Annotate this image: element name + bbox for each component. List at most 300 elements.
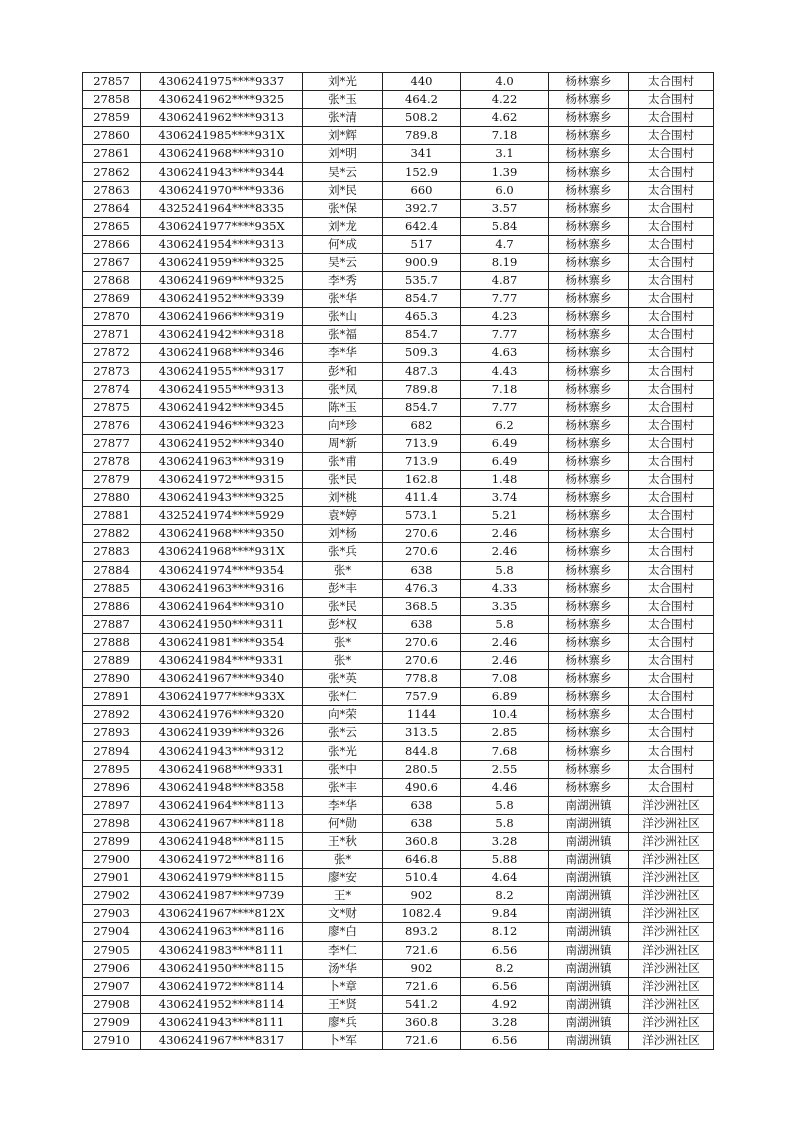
cell-name: 张*仁 [303, 688, 383, 706]
cell-id-number: 4306241952****9339 [141, 290, 303, 308]
cell-township: 杨林寨乡 [549, 416, 629, 434]
cell-village: 太合围村 [629, 525, 714, 543]
cell-village: 洋沙洲社区 [629, 1013, 714, 1031]
cell-village: 太合围村 [629, 688, 714, 706]
cell-id-number: 4306241963****8116 [141, 923, 303, 941]
cell-village: 太合围村 [629, 706, 714, 724]
cell-quantity: 7.77 [461, 290, 549, 308]
table-row [83, 145, 714, 163]
cell-amount: 900.9 [383, 253, 461, 271]
cell-amount: 341 [383, 145, 461, 163]
cell-amount: 893.2 [383, 923, 461, 941]
table-row [83, 543, 714, 561]
cell-serial-number: 27895 [83, 760, 141, 778]
cell-quantity: 6.56 [461, 977, 549, 995]
cell-name: 刘*龙 [303, 217, 383, 235]
cell-serial-number: 27888 [83, 633, 141, 651]
cell-quantity: 4.23 [461, 308, 549, 326]
cell-name: 张* [303, 633, 383, 651]
cell-id-number: 4306241955****9313 [141, 380, 303, 398]
cell-name: 张*光 [303, 742, 383, 760]
cell-name: 张*丰 [303, 778, 383, 796]
cell-township: 杨林寨乡 [549, 633, 629, 651]
cell-quantity: 4.0 [461, 73, 549, 91]
records-table-body [83, 73, 714, 1050]
cell-serial-number: 27903 [83, 905, 141, 923]
cell-serial-number: 27897 [83, 796, 141, 814]
cell-id-number: 4306241967****812X [141, 905, 303, 923]
cell-name: 刘*明 [303, 145, 383, 163]
cell-serial-number: 27879 [83, 471, 141, 489]
cell-village: 洋沙洲社区 [629, 1031, 714, 1049]
cell-township: 南湖洲镇 [549, 1013, 629, 1031]
cell-village: 太合围村 [629, 579, 714, 597]
cell-serial-number: 27907 [83, 977, 141, 995]
cell-amount: 721.6 [383, 941, 461, 959]
cell-township: 杨林寨乡 [549, 253, 629, 271]
cell-quantity: 2.46 [461, 525, 549, 543]
cell-name: 何*勋 [303, 814, 383, 832]
cell-name: 陈*玉 [303, 398, 383, 416]
table-row [83, 778, 714, 796]
cell-amount: 721.6 [383, 977, 461, 995]
cell-village: 太合围村 [629, 543, 714, 561]
cell-amount: 368.5 [383, 597, 461, 615]
cell-amount: 854.7 [383, 290, 461, 308]
table-row [83, 217, 714, 235]
cell-township: 杨林寨乡 [549, 434, 629, 452]
cell-township: 杨林寨乡 [549, 344, 629, 362]
table-row [83, 796, 714, 814]
cell-amount: 642.4 [383, 217, 461, 235]
table-row [83, 73, 714, 91]
cell-village: 太合围村 [629, 597, 714, 615]
cell-village: 洋沙洲社区 [629, 995, 714, 1013]
cell-quantity: 2.46 [461, 633, 549, 651]
cell-amount: 440 [383, 73, 461, 91]
table-row [83, 398, 714, 416]
cell-id-number: 4306241967****9340 [141, 670, 303, 688]
cell-name: 王* [303, 887, 383, 905]
cell-name: 彭*丰 [303, 579, 383, 597]
cell-amount: 535.7 [383, 272, 461, 290]
table-row [83, 995, 714, 1013]
cell-township: 杨林寨乡 [549, 163, 629, 181]
table-row [83, 652, 714, 670]
cell-serial-number: 27864 [83, 199, 141, 217]
cell-township: 南湖洲镇 [549, 959, 629, 977]
cell-id-number: 4325241964****8335 [141, 199, 303, 217]
cell-name: 张* [303, 851, 383, 869]
cell-id-number: 4306241968****9346 [141, 344, 303, 362]
cell-id-number: 4306241952****9340 [141, 434, 303, 452]
cell-name: 文*财 [303, 905, 383, 923]
cell-serial-number: 27863 [83, 181, 141, 199]
cell-township: 杨林寨乡 [549, 127, 629, 145]
cell-name: 李*华 [303, 344, 383, 362]
cell-serial-number: 27892 [83, 706, 141, 724]
cell-quantity: 4.92 [461, 995, 549, 1013]
cell-village: 太合围村 [629, 561, 714, 579]
cell-amount: 360.8 [383, 1013, 461, 1031]
cell-amount: 682 [383, 416, 461, 434]
cell-id-number: 4306241939****9326 [141, 724, 303, 742]
cell-name: 张*中 [303, 760, 383, 778]
cell-id-number: 4325241974****5929 [141, 507, 303, 525]
cell-name: 卜*军 [303, 1031, 383, 1049]
cell-id-number: 4306241974****9354 [141, 561, 303, 579]
cell-quantity: 5.21 [461, 507, 549, 525]
cell-township: 杨林寨乡 [549, 362, 629, 380]
table-row [83, 163, 714, 181]
cell-village: 太合围村 [629, 615, 714, 633]
cell-quantity: 1.39 [461, 163, 549, 181]
cell-amount: 517 [383, 235, 461, 253]
cell-township: 杨林寨乡 [549, 724, 629, 742]
cell-township: 杨林寨乡 [549, 109, 629, 127]
table-row [83, 416, 714, 434]
cell-village: 太合围村 [629, 308, 714, 326]
table-row [83, 308, 714, 326]
table-row [83, 760, 714, 778]
cell-village: 洋沙洲社区 [629, 905, 714, 923]
cell-township: 杨林寨乡 [549, 452, 629, 470]
cell-township: 南湖洲镇 [549, 796, 629, 814]
cell-id-number: 4306241977****935X [141, 217, 303, 235]
cell-township: 杨林寨乡 [549, 561, 629, 579]
cell-id-number: 4306241972****8116 [141, 851, 303, 869]
cell-quantity: 3.57 [461, 199, 549, 217]
cell-amount: 270.6 [383, 543, 461, 561]
cell-name: 张*英 [303, 670, 383, 688]
cell-quantity: 4.63 [461, 344, 549, 362]
cell-village: 太合围村 [629, 452, 714, 470]
cell-id-number: 4306241968****931X [141, 543, 303, 561]
table-row [83, 471, 714, 489]
cell-id-number: 4306241975****9337 [141, 73, 303, 91]
cell-amount: 541.2 [383, 995, 461, 1013]
cell-amount: 162.8 [383, 471, 461, 489]
cell-township: 杨林寨乡 [549, 326, 629, 344]
cell-quantity: 7.08 [461, 670, 549, 688]
cell-village: 太合围村 [629, 326, 714, 344]
cell-quantity: 2.85 [461, 724, 549, 742]
cell-village: 太合围村 [629, 181, 714, 199]
cell-serial-number: 27890 [83, 670, 141, 688]
cell-id-number: 4306241948****8115 [141, 832, 303, 850]
cell-amount: 411.4 [383, 489, 461, 507]
cell-id-number: 4306241943****8111 [141, 1013, 303, 1031]
cell-name: 张*兵 [303, 543, 383, 561]
cell-quantity: 3.74 [461, 489, 549, 507]
cell-id-number: 4306241963****9319 [141, 452, 303, 470]
cell-village: 太合围村 [629, 633, 714, 651]
cell-quantity: 8.2 [461, 887, 549, 905]
cell-id-number: 4306241950****8115 [141, 959, 303, 977]
cell-village: 太合围村 [629, 235, 714, 253]
cell-quantity: 8.2 [461, 959, 549, 977]
cell-quantity: 3.1 [461, 145, 549, 163]
cell-amount: 789.8 [383, 127, 461, 145]
cell-quantity: 5.88 [461, 851, 549, 869]
cell-township: 南湖洲镇 [549, 869, 629, 887]
cell-id-number: 4306241946****9323 [141, 416, 303, 434]
cell-village: 太合围村 [629, 145, 714, 163]
cell-id-number: 4306241967****8118 [141, 814, 303, 832]
cell-quantity: 10.4 [461, 706, 549, 724]
cell-township: 杨林寨乡 [549, 525, 629, 543]
cell-id-number: 4306241970****9336 [141, 181, 303, 199]
cell-village: 太合围村 [629, 434, 714, 452]
cell-id-number: 4306241942****9345 [141, 398, 303, 416]
cell-village: 洋沙洲社区 [629, 959, 714, 977]
cell-id-number: 4306241959****9325 [141, 253, 303, 271]
table-row [83, 742, 714, 760]
cell-name: 彭*和 [303, 362, 383, 380]
cell-serial-number: 27889 [83, 652, 141, 670]
table-row [83, 633, 714, 651]
cell-serial-number: 27874 [83, 380, 141, 398]
cell-serial-number: 27894 [83, 742, 141, 760]
table-row [83, 579, 714, 597]
cell-township: 南湖洲镇 [549, 887, 629, 905]
cell-village: 太合围村 [629, 724, 714, 742]
cell-id-number: 4306241954****9313 [141, 235, 303, 253]
cell-serial-number: 27867 [83, 253, 141, 271]
cell-serial-number: 27908 [83, 995, 141, 1013]
table-row [83, 525, 714, 543]
cell-township: 南湖洲镇 [549, 1031, 629, 1049]
table-row [83, 561, 714, 579]
cell-name: 袁*婷 [303, 507, 383, 525]
cell-id-number: 4306241976****9320 [141, 706, 303, 724]
table-row [83, 832, 714, 850]
cell-name: 张*华 [303, 290, 383, 308]
cell-serial-number: 27878 [83, 452, 141, 470]
cell-village: 太合围村 [629, 778, 714, 796]
cell-serial-number: 27909 [83, 1013, 141, 1031]
cell-township: 杨林寨乡 [549, 688, 629, 706]
cell-quantity: 4.46 [461, 778, 549, 796]
table-row [83, 127, 714, 145]
table-row [83, 362, 714, 380]
cell-village: 洋沙洲社区 [629, 887, 714, 905]
table-row [83, 272, 714, 290]
cell-id-number: 4306241943****9325 [141, 489, 303, 507]
cell-amount: 270.6 [383, 525, 461, 543]
cell-id-number: 4306241943****9312 [141, 742, 303, 760]
cell-village: 太合围村 [629, 742, 714, 760]
cell-serial-number: 27906 [83, 959, 141, 977]
table-row [83, 597, 714, 615]
cell-amount: 1082.4 [383, 905, 461, 923]
table-row [83, 923, 714, 941]
cell-id-number: 4306241942****9318 [141, 326, 303, 344]
cell-township: 杨林寨乡 [549, 507, 629, 525]
cell-id-number: 4306241964****9310 [141, 597, 303, 615]
cell-village: 太合围村 [629, 73, 714, 91]
cell-id-number: 4306241964****8113 [141, 796, 303, 814]
cell-village: 太合围村 [629, 127, 714, 145]
cell-quantity: 7.77 [461, 326, 549, 344]
cell-quantity: 4.64 [461, 869, 549, 887]
cell-quantity: 6.56 [461, 941, 549, 959]
cell-township: 杨林寨乡 [549, 597, 629, 615]
cell-serial-number: 27871 [83, 326, 141, 344]
cell-serial-number: 27905 [83, 941, 141, 959]
cell-name: 廖*白 [303, 923, 383, 941]
cell-village: 洋沙洲社区 [629, 796, 714, 814]
cell-amount: 464.2 [383, 91, 461, 109]
cell-id-number: 4306241987****9739 [141, 887, 303, 905]
table-row [83, 814, 714, 832]
cell-amount: 152.9 [383, 163, 461, 181]
cell-serial-number: 27885 [83, 579, 141, 597]
table-row [83, 344, 714, 362]
cell-name: 李*仁 [303, 941, 383, 959]
cell-quantity: 4.7 [461, 235, 549, 253]
cell-village: 太合围村 [629, 380, 714, 398]
table-row [83, 452, 714, 470]
cell-amount: 854.7 [383, 398, 461, 416]
cell-village: 太合围村 [629, 163, 714, 181]
cell-township: 南湖洲镇 [549, 832, 629, 850]
cell-serial-number: 27886 [83, 597, 141, 615]
cell-id-number: 4306241972****8114 [141, 977, 303, 995]
cell-name: 李*秀 [303, 272, 383, 290]
cell-id-number: 4306241948****8358 [141, 778, 303, 796]
cell-amount: 902 [383, 887, 461, 905]
cell-id-number: 4306241984****9331 [141, 652, 303, 670]
cell-village: 太合围村 [629, 362, 714, 380]
cell-serial-number: 27881 [83, 507, 141, 525]
cell-serial-number: 27904 [83, 923, 141, 941]
cell-village: 太合围村 [629, 199, 714, 217]
cell-name: 张* [303, 652, 383, 670]
cell-name: 刘*杨 [303, 525, 383, 543]
cell-name: 张* [303, 561, 383, 579]
cell-village: 太合围村 [629, 253, 714, 271]
cell-serial-number: 27898 [83, 814, 141, 832]
cell-name: 张*凤 [303, 380, 383, 398]
cell-quantity: 7.18 [461, 127, 549, 145]
cell-village: 洋沙洲社区 [629, 977, 714, 995]
cell-village: 太合围村 [629, 670, 714, 688]
cell-village: 太合围村 [629, 416, 714, 434]
cell-id-number: 4306241950****9311 [141, 615, 303, 633]
cell-amount: 757.9 [383, 688, 461, 706]
cell-name: 张*保 [303, 199, 383, 217]
cell-id-number: 4306241985****931X [141, 127, 303, 145]
cell-township: 杨林寨乡 [549, 199, 629, 217]
cell-township: 杨林寨乡 [549, 217, 629, 235]
cell-village: 洋沙洲社区 [629, 923, 714, 941]
cell-village: 太合围村 [629, 344, 714, 362]
cell-amount: 854.7 [383, 326, 461, 344]
table-row [83, 851, 714, 869]
table-row [83, 688, 714, 706]
cell-quantity: 3.28 [461, 832, 549, 850]
cell-serial-number: 27893 [83, 724, 141, 742]
cell-amount: 638 [383, 561, 461, 579]
cell-serial-number: 27899 [83, 832, 141, 850]
cell-quantity: 4.62 [461, 109, 549, 127]
cell-quantity: 8.19 [461, 253, 549, 271]
cell-amount: 392.7 [383, 199, 461, 217]
cell-amount: 313.5 [383, 724, 461, 742]
cell-id-number: 4306241979****8115 [141, 869, 303, 887]
cell-name: 张*云 [303, 724, 383, 742]
cell-name: 汤*华 [303, 959, 383, 977]
cell-serial-number: 27870 [83, 308, 141, 326]
cell-amount: 1144 [383, 706, 461, 724]
cell-township: 杨林寨乡 [549, 398, 629, 416]
cell-amount: 902 [383, 959, 461, 977]
cell-township: 杨林寨乡 [549, 471, 629, 489]
cell-amount: 510.4 [383, 869, 461, 887]
cell-amount: 713.9 [383, 452, 461, 470]
cell-village: 洋沙洲社区 [629, 941, 714, 959]
cell-amount: 638 [383, 796, 461, 814]
cell-serial-number: 27884 [83, 561, 141, 579]
cell-serial-number: 27866 [83, 235, 141, 253]
table-row [83, 253, 714, 271]
cell-serial-number: 27901 [83, 869, 141, 887]
cell-id-number: 4306241966****9319 [141, 308, 303, 326]
cell-quantity: 8.12 [461, 923, 549, 941]
table-row [83, 489, 714, 507]
cell-amount: 721.6 [383, 1031, 461, 1049]
cell-name: 刘*民 [303, 181, 383, 199]
cell-amount: 646.8 [383, 851, 461, 869]
table-row [83, 290, 714, 308]
cell-serial-number: 27861 [83, 145, 141, 163]
cell-amount: 573.1 [383, 507, 461, 525]
cell-serial-number: 27876 [83, 416, 141, 434]
cell-serial-number: 27869 [83, 290, 141, 308]
cell-township: 杨林寨乡 [549, 91, 629, 109]
cell-name: 刘*辉 [303, 127, 383, 145]
cell-village: 太合围村 [629, 471, 714, 489]
cell-quantity: 4.33 [461, 579, 549, 597]
cell-id-number: 4306241969****9325 [141, 272, 303, 290]
cell-amount: 487.3 [383, 362, 461, 380]
cell-township: 杨林寨乡 [549, 145, 629, 163]
cell-amount: 789.8 [383, 380, 461, 398]
cell-amount: 465.3 [383, 308, 461, 326]
cell-amount: 844.8 [383, 742, 461, 760]
cell-quantity: 2.46 [461, 543, 549, 561]
cell-quantity: 4.22 [461, 91, 549, 109]
cell-id-number: 4306241968****9350 [141, 525, 303, 543]
table-row [83, 706, 714, 724]
cell-serial-number: 27858 [83, 91, 141, 109]
table-row [83, 905, 714, 923]
cell-serial-number: 27880 [83, 489, 141, 507]
table-row [83, 1013, 714, 1031]
cell-amount: 778.8 [383, 670, 461, 688]
cell-village: 太合围村 [629, 398, 714, 416]
cell-village: 太合围村 [629, 217, 714, 235]
cell-serial-number: 27877 [83, 434, 141, 452]
cell-name: 向*荣 [303, 706, 383, 724]
cell-quantity: 6.49 [461, 452, 549, 470]
cell-township: 南湖洲镇 [549, 851, 629, 869]
cell-township: 南湖洲镇 [549, 905, 629, 923]
cell-id-number: 4306241967****8317 [141, 1031, 303, 1049]
table-row [83, 91, 714, 109]
cell-name: 吴*云 [303, 253, 383, 271]
